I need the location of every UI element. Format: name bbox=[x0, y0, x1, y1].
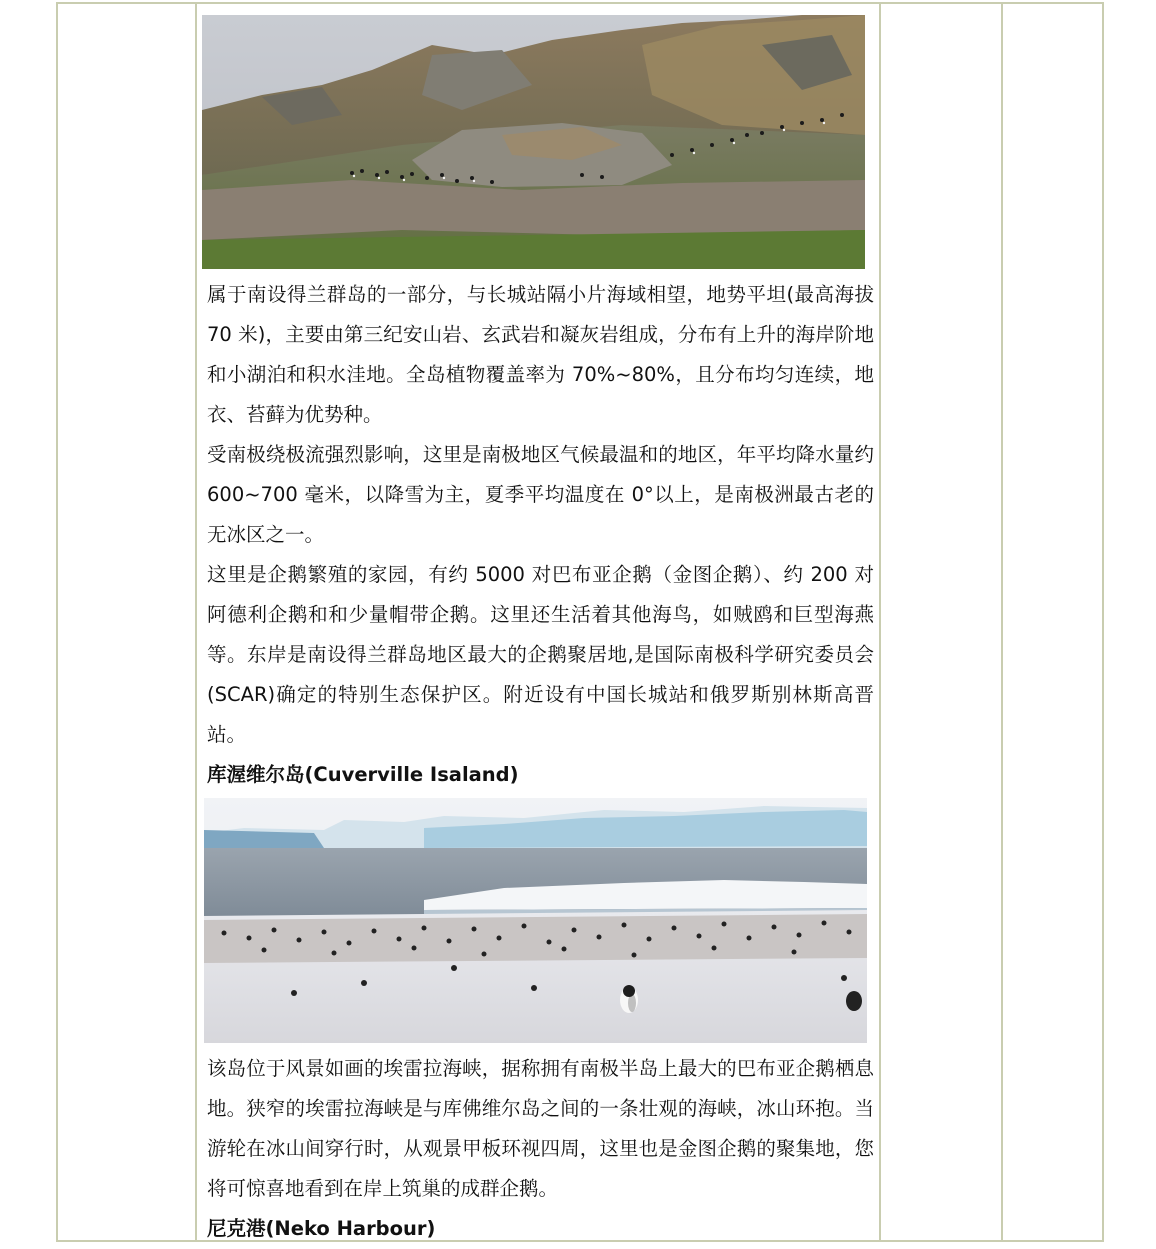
column-divider bbox=[1001, 4, 1003, 1240]
intro-paragraph-1: 属于南设得兰群岛的一部分，与长城站隔小片海域相望，地势平坦(最高海拔 70 米)，主要由第三纪安山岩、玄武岩和凝灰岩组成，分布有上升的海岸阶地和小湖泊和积水洼地。全岛植物覆盖率为 70%~80%，且分布均匀连续，地衣、苔藓为优势种。 bbox=[207, 283, 874, 426]
cuverville-penguin-photo bbox=[204, 798, 867, 1043]
column-divider bbox=[195, 4, 197, 1240]
cuverville-paragraph: 该岛位于风景如画的埃雷拉海峡，据称拥有南极半岛上最大的巴布亚企鹅栖息地。狭窄的埃雷拉海峡是与库佛维尔岛之间的一条壮观的海峡，冰山环抱。当游轮在冰山间穿行时，从观景甲板环视四周，这里也是金图企鹅的聚集地，您将可惊喜地看到在岸上筑巢的成群企鹅。 bbox=[207, 1057, 874, 1200]
description-cell bbox=[202, 12, 874, 1249]
neko-heading: 尼克港(Neko Harbour) bbox=[207, 1217, 436, 1240]
cuverville-heading: 库渥维尔岛(Cuverville Isaland) bbox=[207, 763, 519, 786]
intro-paragraph-2: 受南极绕极流强烈影响，这里是南极地区气候最温和的地区，年平均降水量约 600~700 毫米，以降雪为主，夏季平均温度在 0°以上，是南极洲最古老的无冰区之一。 bbox=[207, 443, 874, 546]
column-divider bbox=[879, 4, 881, 1240]
hillside-penguin-photo bbox=[202, 15, 865, 269]
intro-paragraph-3: 这里是企鹅繁殖的家园，有约 5000 对巴布亚企鹅（金图企鹅）、约 200 对阿德利企鹅和和少量帽带企鹅。这里还生活着其他海鸟，如贼鸥和巨型海燕等。东岸是南设得兰群岛地区最大的企鹅聚居地,是国际南极科学研究委员会(SCAR)确定的特别生态保护区。附近设有中国长城站和俄罗斯别林斯高晋站。 bbox=[207, 563, 874, 746]
